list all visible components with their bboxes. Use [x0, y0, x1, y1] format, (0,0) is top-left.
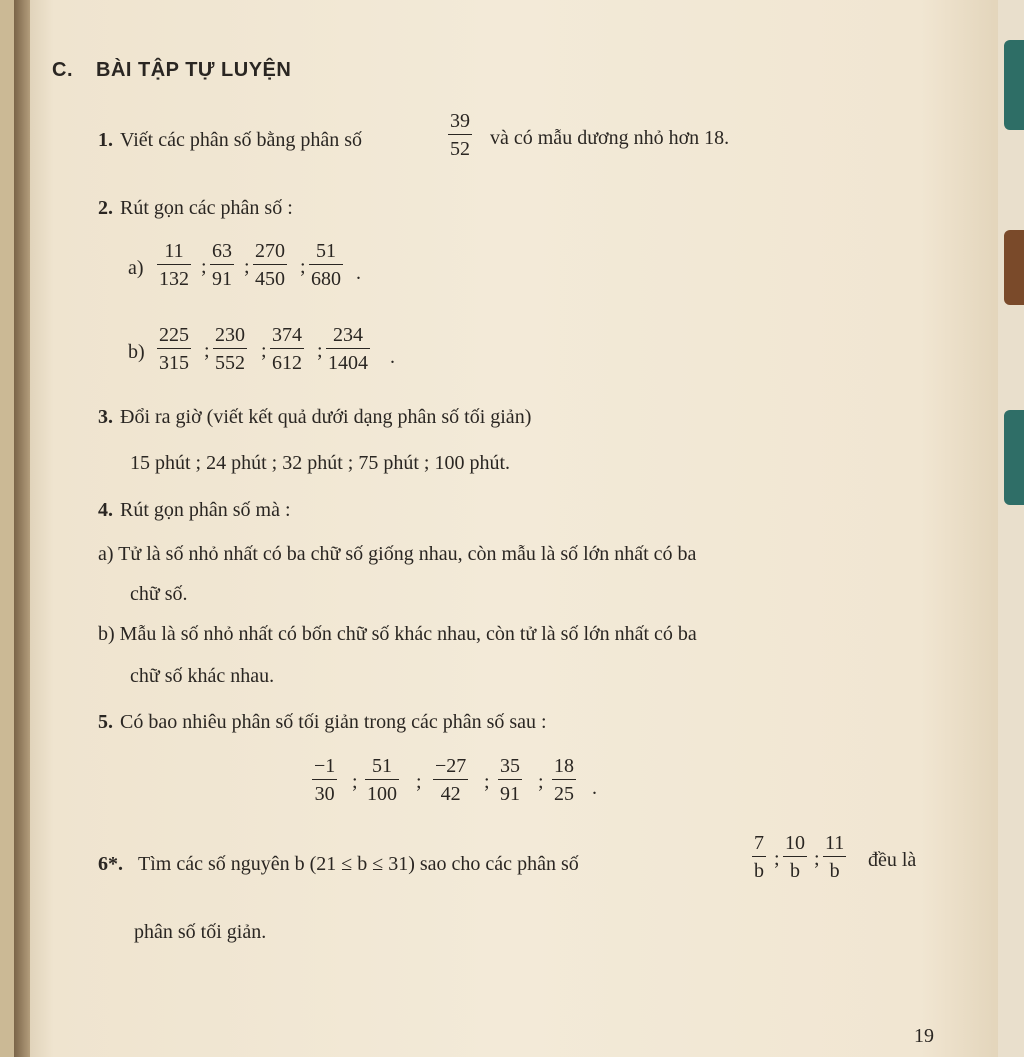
separator: ;: [484, 771, 490, 793]
period: .: [390, 346, 395, 368]
separator: ;: [352, 771, 358, 793]
fraction: 18 25: [554, 755, 574, 805]
fraction: −27 42: [435, 755, 467, 805]
exercise-text: Viết các phân số bằng phân số: [120, 129, 363, 151]
section-title: BÀI TẬP TỰ LUYỆN: [96, 59, 292, 81]
exercise-line: chữ số.: [130, 583, 188, 605]
separator: ;: [416, 771, 422, 793]
exercise-text: và có mẫu dương nhỏ hơn 18.: [490, 127, 730, 149]
decor-strip: [1004, 410, 1024, 505]
fraction: 63 91: [212, 240, 232, 290]
separator: ;: [774, 848, 780, 870]
decor-strip: [1004, 40, 1024, 130]
fraction: 10 b: [785, 832, 805, 882]
book-spine: [14, 0, 30, 1057]
fraction: 51 100: [367, 755, 397, 805]
exercise-number: 3.: [98, 406, 113, 428]
exercise-values: 15 phút ; 24 phút ; 32 phút ; 75 phút ; 100 phút.: [130, 452, 511, 474]
fraction: 51 680: [311, 240, 341, 290]
fraction-bar: [448, 134, 472, 135]
separator: ;: [538, 771, 544, 793]
fraction: 270 450: [255, 240, 285, 290]
separator: ;: [261, 340, 267, 362]
fraction: 225 315: [159, 324, 189, 374]
section-letter: C.: [52, 59, 73, 81]
exercise-number: 5.: [98, 711, 113, 733]
fraction: 35 91: [500, 755, 520, 805]
exercise-line: b) Mẫu là số nhỏ nhất có bốn chữ số khác nhau, còn tử là số lớn nhất có ba: [98, 623, 697, 645]
exercise-number: 6*.: [98, 853, 123, 875]
denominator: 52: [450, 138, 470, 160]
exercise-text: đều là: [868, 849, 917, 871]
exercise-line: chữ số khác nhau.: [130, 665, 275, 687]
decor-strip: [1004, 230, 1024, 305]
separator: ;: [201, 256, 207, 278]
fraction: 374 612: [272, 324, 302, 374]
fraction: −1 30: [314, 755, 336, 805]
book-page: [14, 0, 999, 1057]
exercise-text: Tìm các số nguyên b (21 ≤ b ≤ 31) sao cho các phân số: [138, 853, 579, 875]
exercise-text: Đổi ra giờ (viết kết quả dưới dạng phân số tối giản): [120, 406, 532, 428]
fraction: 230 552: [215, 324, 245, 374]
item-label: b): [128, 341, 145, 363]
exercise-text: Rút gọn phân số mà :: [120, 499, 291, 521]
page-edge: [998, 0, 1024, 1057]
exercise-line: phân số tối giản.: [134, 921, 267, 943]
fraction: 11 b: [825, 832, 845, 882]
separator: ;: [300, 256, 306, 278]
numerator: 39: [450, 110, 470, 132]
fraction: 234 1404: [328, 324, 368, 374]
exercise-text: Rút gọn các phân số :: [120, 197, 293, 219]
exercise-number: 2.: [98, 197, 113, 219]
separator: ;: [204, 340, 210, 362]
page-number: 19: [914, 1025, 934, 1047]
separator: ;: [317, 340, 323, 362]
item-label: a): [128, 257, 144, 279]
period: .: [356, 262, 361, 284]
exercise-text: Có bao nhiêu phân số tối giản trong các phân số sau :: [120, 711, 547, 733]
exercise-number: 4.: [98, 499, 113, 521]
exercise-line: a) Tử là số nhỏ nhất có ba chữ số giống nhau, còn mẫu là số lớn nhất có ba: [98, 543, 697, 565]
separator: ;: [814, 848, 820, 870]
exercise-number: 1.: [98, 129, 113, 151]
fraction: 11 132: [159, 240, 189, 290]
fraction: 7 b: [754, 832, 764, 882]
period: .: [592, 777, 597, 799]
fraction: [448, 110, 472, 160]
separator: ;: [244, 256, 250, 278]
